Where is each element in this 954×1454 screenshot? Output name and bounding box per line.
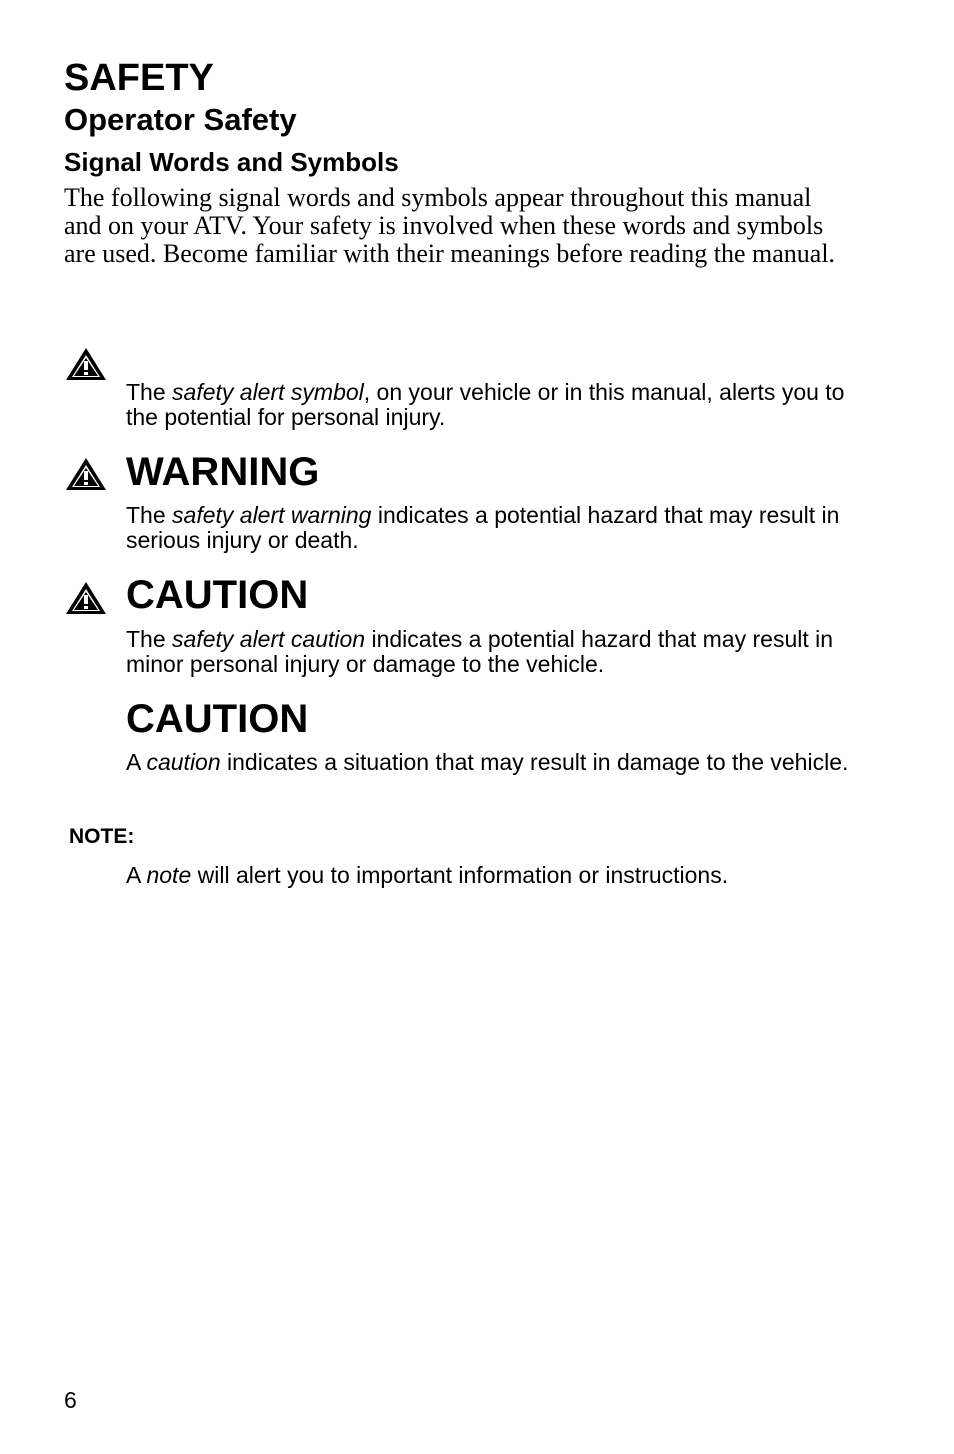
section-heading: Operator Safety: [64, 102, 297, 137]
term-safety-alert-symbol: safety alert symbol: [172, 379, 364, 405]
caution-alert-signal-word: CAUTION: [126, 573, 309, 617]
note-label: NOTE:: [69, 825, 135, 848]
note-description: A note will alert you to important information or instructions.: [126, 862, 729, 888]
warning-triangle-icon: [64, 346, 108, 382]
subsection-heading: Signal Words and Symbols: [64, 147, 399, 177]
intro-paragraph: The following signal words and symbols appear throughout this manual and on your ATV. Your safety is involved when these words and symbols are used. Become familiar with their meanings before reading the manual.: [64, 183, 836, 268]
safety-alert-symbol-description: The safety alert symbol, on your vehicle or in this manual, alerts you to the potential for personal injury.: [126, 379, 845, 430]
page-title: SAFETY: [64, 57, 214, 99]
warning-signal-word: WARNING: [126, 450, 320, 494]
term-safety-alert-warning: safety alert warning: [172, 502, 372, 528]
warning-triangle-icon: [64, 456, 108, 492]
term-safety-alert-caution: safety alert caution: [172, 626, 366, 652]
warning-triangle-icon: [64, 580, 108, 616]
term-caution: caution: [146, 749, 221, 775]
caution-description: A caution indicates a situation that may result in damage to the vehicle.: [126, 749, 849, 775]
term-note: note: [146, 862, 192, 888]
warning-description: The safety alert warning indicates a potential hazard that may result in serious injury or death.: [126, 502, 840, 553]
page-number: 6: [64, 1387, 77, 1413]
caution-alert-description: The safety alert caution indicates a potential hazard that may result in minor personal injury or damage to the vehicle.: [126, 626, 834, 677]
caution-signal-word: CAUTION: [126, 697, 309, 741]
